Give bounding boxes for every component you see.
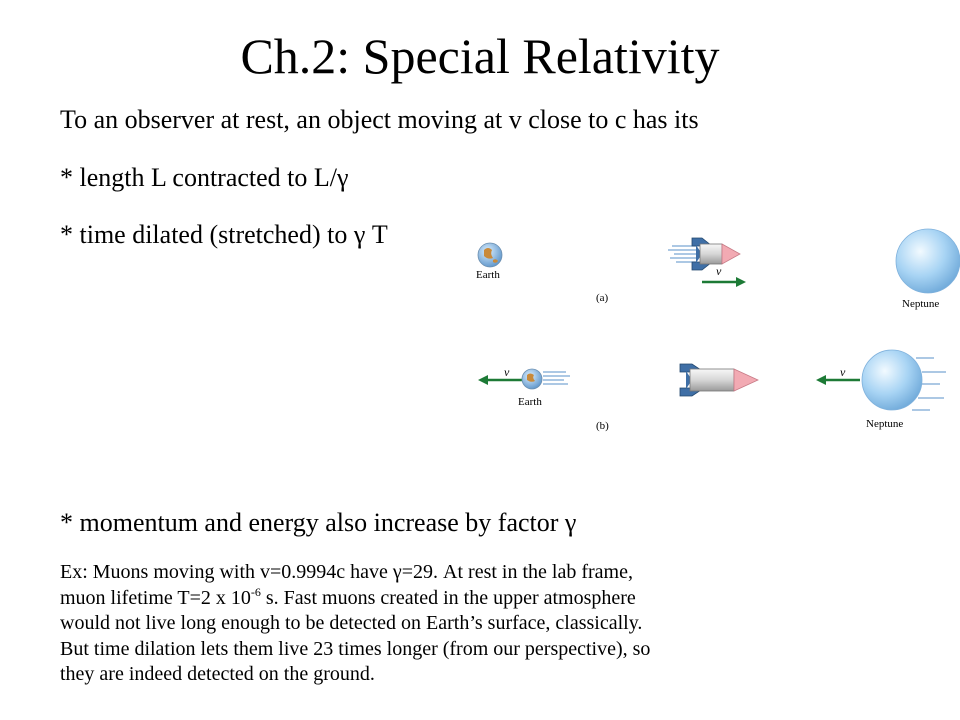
- speed-lines-icon: [543, 372, 570, 384]
- example-line-1: Ex: Muons moving with v=0.9994c have γ=29. At rest in the lab frame,: [60, 561, 633, 583]
- earth-icon: [478, 243, 502, 267]
- length-contraction-item: * length L contracted to L/γ: [60, 163, 349, 192]
- example-line-3: would not live long enough to be detected on Earth’s surface, classically.: [60, 612, 643, 634]
- earth-icon: [522, 369, 542, 389]
- velocity-label-a: v: [716, 264, 722, 278]
- muon-example: [60, 560, 860, 688]
- example-line-2: [60, 586, 860, 612]
- neptune-label-b: Neptune: [866, 418, 904, 430]
- neptune-icon: [896, 229, 960, 293]
- example-line-2-start: muon lifetime T=2 x 10: [60, 586, 251, 609]
- earth-label-a: Earth: [476, 269, 500, 281]
- earth-label-b: Earth: [518, 396, 542, 408]
- panel-a-label: (a): [596, 292, 609, 304]
- time-dilation-item: * time dilated (stretched) to γ T: [60, 220, 388, 249]
- lifetime-exponent: -6: [250, 584, 261, 599]
- arrow-left-icon: [816, 375, 860, 385]
- relativity-figure: [440, 222, 960, 442]
- intro-text: To an observer at rest, an object moving at v close to c has its: [60, 105, 699, 134]
- velocity-label-b-neptune: v: [840, 365, 846, 379]
- neptune-icon: [862, 350, 922, 410]
- arrow-right-icon: [702, 277, 746, 287]
- example-line-2-end: s. Fast muons created in the upper atmosphere: [260, 586, 636, 609]
- speed-lines-icon: [668, 246, 696, 262]
- arrow-left-icon: [478, 375, 522, 385]
- rocket-icon: [680, 364, 758, 396]
- velocity-label-b-earth: v: [504, 365, 510, 379]
- example-line-5: they are indeed detected on the ground.: [60, 663, 375, 685]
- panel-b-label: (b): [596, 420, 609, 432]
- momentum-energy-item: * momentum and energy also increase by factor γ: [60, 508, 577, 537]
- slide-title: Ch.2: Special Relativity: [240, 28, 720, 84]
- example-line-4: But time dilation lets them live 23 times longer (from our perspective), so: [60, 637, 651, 660]
- neptune-label-a: Neptune: [902, 298, 940, 310]
